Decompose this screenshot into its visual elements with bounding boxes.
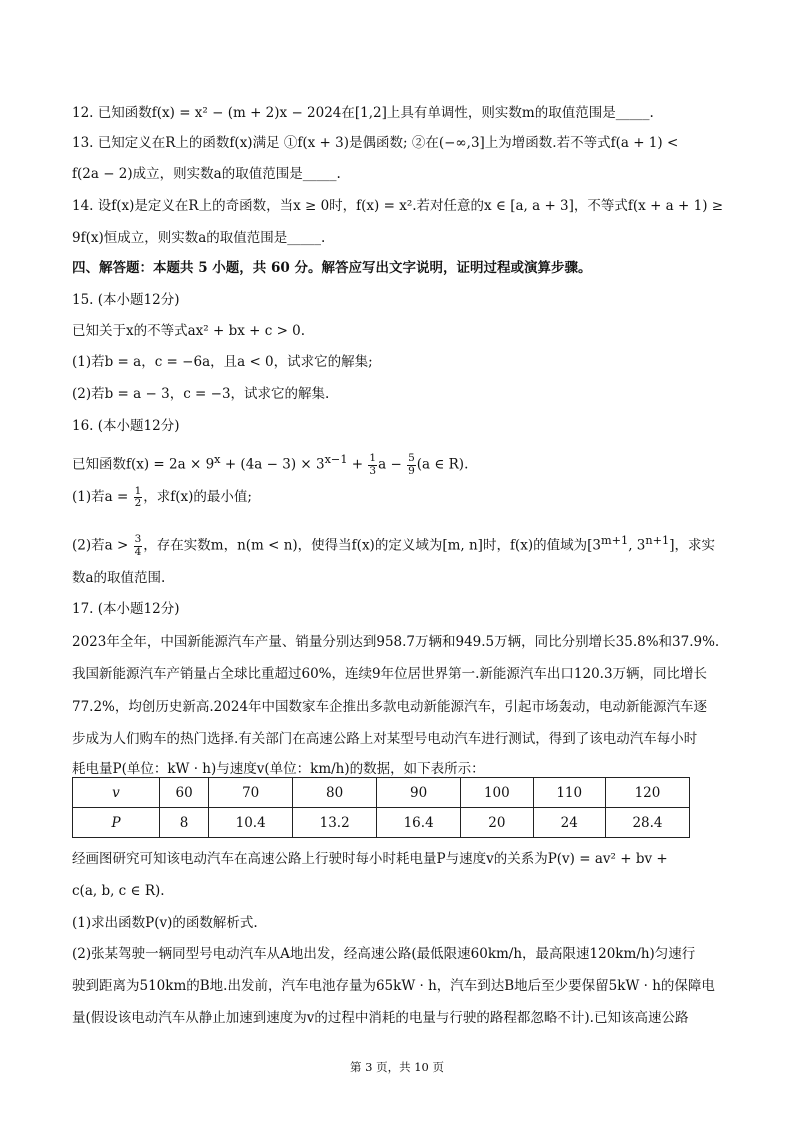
table-cell: 100 bbox=[461, 778, 533, 808]
table-cell: 60 bbox=[160, 778, 209, 808]
table-cell: 24 bbox=[533, 808, 605, 838]
question-13-line-1: 13. 已知定义在R上的函数f(x)满足 ①f(x + 3)是偶函数; ②在(−∞,3]上为增函数.若不等式f(a + 1) < bbox=[72, 135, 679, 151]
question-17-relation-1: 经画图研究可知该电动汽车在高速公路上行驶时每小时耗电量P与速度v的关系为P(v) = av² + bv + bbox=[72, 851, 668, 867]
table-cell: 20 bbox=[461, 808, 533, 838]
table-row bbox=[73, 778, 690, 808]
speed-power-table bbox=[72, 777, 690, 838]
question-16-header: 16. (本小题12分) bbox=[72, 418, 180, 434]
fraction-numerator: 1 bbox=[134, 484, 142, 497]
q16-part2-text: , 3 bbox=[628, 537, 646, 554]
question-17-part-2-line-1: (2)张某驾驶一辆同型号电动汽车从A地出发，经高速公路(最低限速60km/h，最高限速120km/h)匀速行 bbox=[72, 946, 696, 962]
question-14-line-1: 14. 设f(x)是定义在R上的奇函数，当x ≥ 0时，f(x) = x².若对任意的x ∈ [a, a + 3]，不等式f(x + a + 1) ≥ bbox=[72, 198, 724, 214]
question-17-relation-2: c(a, b, c ∈ R). bbox=[72, 883, 165, 899]
table-cell: 120 bbox=[605, 778, 689, 808]
q16-part2-text: ]，求实 bbox=[669, 537, 716, 554]
q16-exponent: x−1 bbox=[324, 453, 348, 466]
question-13-line-2: f(2a − 2)成立，则实数a的取值范围是_____. bbox=[72, 166, 341, 182]
q16-exponent: x bbox=[214, 453, 221, 466]
question-16-stem bbox=[72, 446, 468, 479]
question-17-part-2-line-2: 驶到距离为510km的B地.出发前，汽车电池存量为65kW · h，汽车到达B地后至少要保留5kW · h的保障电 bbox=[72, 978, 715, 994]
row-label-v: v bbox=[73, 778, 160, 808]
question-12: 12. 已知函数f(x) = x² − (m + 2)x − 2024在[1,2]上具有单调性，则实数m的取值范围是_____. bbox=[72, 105, 654, 121]
q16-exponent: n+1 bbox=[645, 534, 670, 547]
question-16-part-2 bbox=[72, 527, 715, 560]
section-heading: 四、解答题：本题共 5 小题，共 60 分。解答应写出文字说明，证明过程或演算步骤。 bbox=[72, 260, 592, 276]
fraction-denominator: 4 bbox=[134, 545, 142, 558]
row-label-p: P bbox=[73, 808, 160, 838]
fraction-denominator: 9 bbox=[408, 464, 415, 477]
question-15-part-2: (2)若b = a − 3，c = −3，试求它的解集. bbox=[72, 386, 330, 402]
question-17-para-1: 2023年全年，中国新能源汽车产量、销量分别达到958.7万辆和949.5万辆，同比分别增长35.8%和37.9%. bbox=[72, 634, 720, 650]
fraction-numerator: 1 bbox=[369, 452, 377, 465]
q16-part2-text: (2)若a > bbox=[72, 537, 133, 554]
table-cell: 8 bbox=[160, 808, 209, 838]
table-cell: 80 bbox=[293, 778, 377, 808]
table-cell: 16.4 bbox=[377, 808, 461, 838]
fraction bbox=[368, 453, 377, 476]
table-cell: 70 bbox=[209, 778, 293, 808]
fraction-numerator: 5 bbox=[408, 452, 415, 465]
table-cell: 28.4 bbox=[605, 808, 689, 838]
q16-part1-text: ，求f(x)的最小值; bbox=[143, 489, 252, 505]
fraction bbox=[134, 534, 143, 557]
table-cell: 90 bbox=[377, 778, 461, 808]
question-15-stem: 已知关于x的不等式ax² + bx + c > 0. bbox=[72, 323, 306, 339]
question-17-para-5: 耗电量P(单位：kW · h)与速度v(单位：km/h)的数据，如下表所示： bbox=[72, 761, 485, 777]
q16-part2-text: ，存在实数m，n(m < n)，使得当f(x)的定义域为[m, n]时，f(x)的值域为[3 bbox=[143, 537, 601, 554]
page-number: 第 3 页，共 10 页 bbox=[349, 1060, 445, 1074]
q16-exponent: m+1 bbox=[600, 534, 629, 547]
question-15-part-1: (1)若b = a，c = −6a，且a < 0，试求它的解集; bbox=[72, 354, 373, 370]
fraction-denominator: 3 bbox=[369, 464, 377, 477]
question-17-part-2-line-3: 量(假设该电动汽车从静止加速到速度为v的过程中消耗的电量与行驶的路程都忽略不计).已知该高速公路 bbox=[72, 1010, 689, 1026]
question-17-para-3: 77.2%，均创历史新高.2024年中国数家车企推出多款电动新能源汽车，引起市场轰动，电动新能源汽车逐 bbox=[72, 699, 708, 715]
fraction bbox=[407, 453, 416, 476]
question-17-para-4: 步成为人们购车的热门选择.有关部门在高速公路上对某型号电动汽车进行测试，得到了该电动汽车每小时 bbox=[72, 731, 698, 747]
question-14-line-2: 9f(x)恒成立，则实数a的取值范围是_____. bbox=[72, 230, 326, 246]
question-15-header: 15. (本小题12分) bbox=[72, 292, 180, 308]
question-16-part-2-cont: 数a的取值范围. bbox=[72, 570, 166, 586]
q16-stem-text: (a ∈ R). bbox=[416, 456, 469, 473]
question-17-header: 17. (本小题12分) bbox=[72, 601, 180, 617]
fraction bbox=[134, 486, 143, 509]
fraction-denominator: 2 bbox=[134, 497, 142, 509]
table-cell: 10.4 bbox=[209, 808, 293, 838]
table-cell: 13.2 bbox=[293, 808, 377, 838]
table-row bbox=[73, 808, 690, 838]
question-16-part-1 bbox=[72, 483, 252, 511]
q16-stem-text: a − bbox=[378, 456, 407, 473]
question-17-para-2: 我国新能源汽车产销量占全球比重超过60%，连续9年位居世界第一.新能源汽车出口120.3万辆，同比增长 bbox=[72, 666, 708, 682]
fraction-numerator: 3 bbox=[134, 533, 142, 546]
q16-stem-text: + bbox=[347, 456, 368, 473]
q16-part1-text: (1)若a = bbox=[72, 489, 133, 505]
q16-stem-text: + (4a − 3) × 3 bbox=[220, 456, 325, 473]
table-cell: 110 bbox=[533, 778, 605, 808]
question-17-part-1: (1)求出函数P(v)的函数解析式. bbox=[72, 915, 258, 931]
q16-stem-text: 已知函数f(x) = 2a × 9 bbox=[72, 456, 215, 473]
